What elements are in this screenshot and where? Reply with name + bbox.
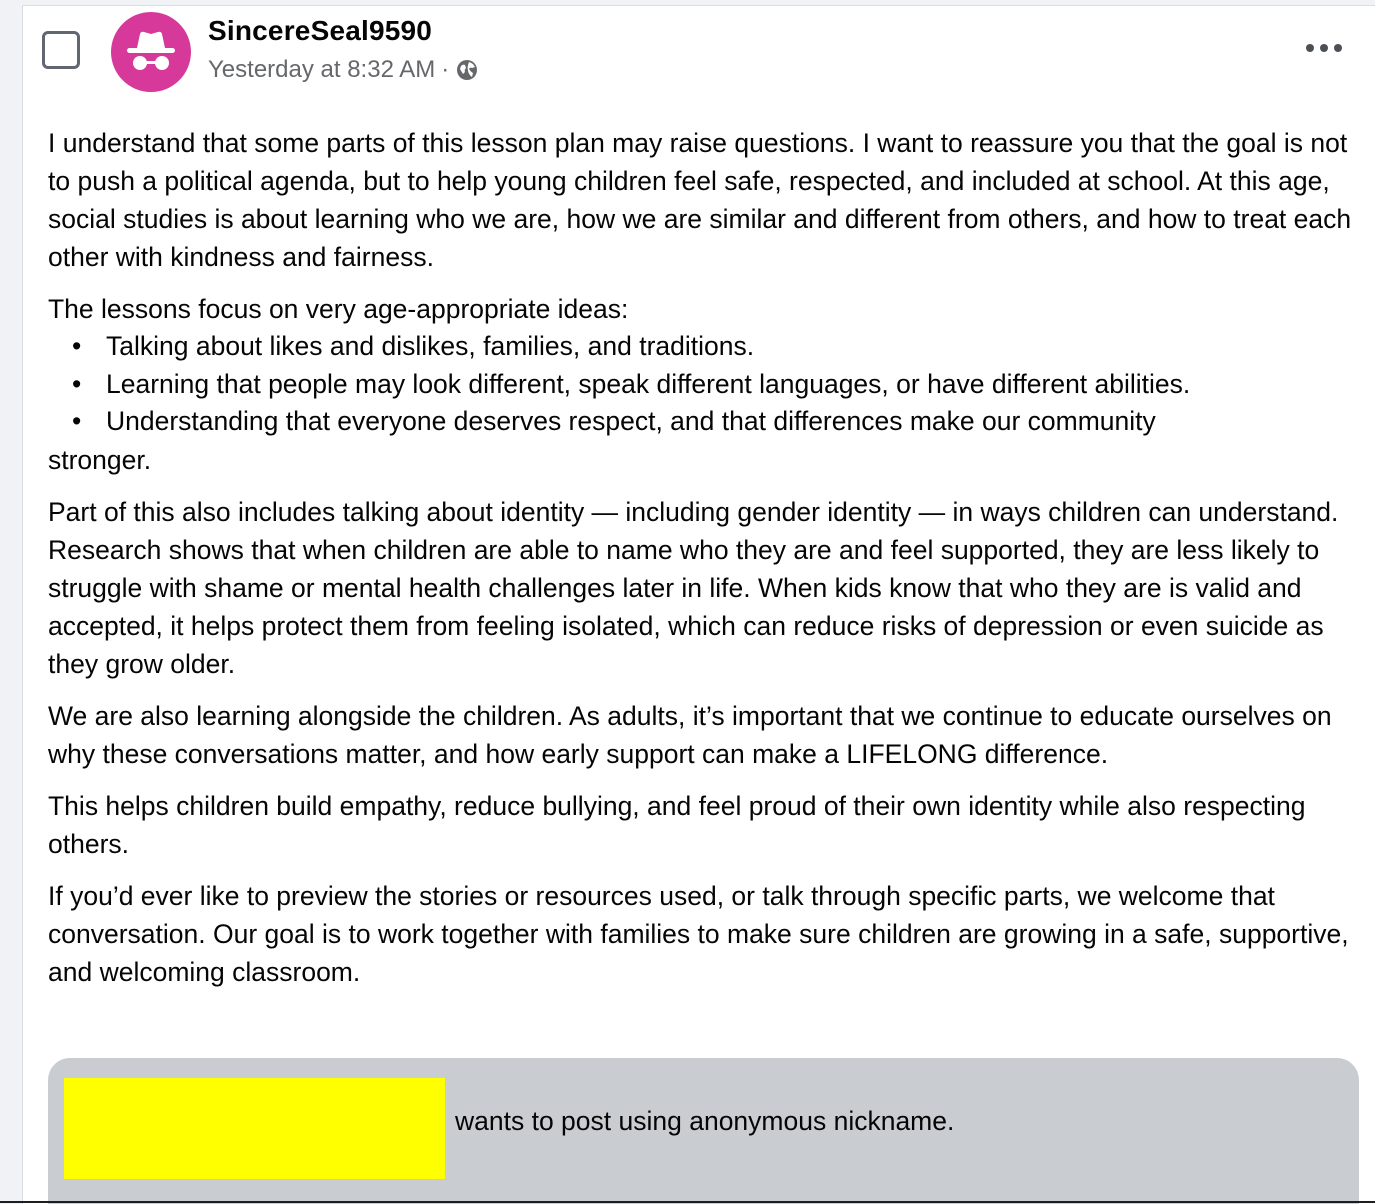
post-author-name[interactable]: SincereSeal9590 [208, 15, 433, 46]
anonymous-post-notice [48, 1058, 1359, 1204]
list-item-text: Learning that people may look different, speak different languages, or have different abilities. [106, 368, 1191, 399]
post-meta [208, 56, 479, 84]
list-item-text: Understanding that everyone deserves respect, and that differences make our community [106, 406, 1156, 436]
more-dot [1334, 44, 1342, 52]
paragraph-identity: Part of this also includes talking about identity — including gender identity — in ways children can understand. Research shows that when children are able to name who they are and feel supported, they are less likely to struggle with shame or mental health challenges later in life. When kids know that who they are is valid and accepted, it helps protect them from feeling isolated, which can reduce risks of depression or even suicide as they grow older. [48, 496, 1339, 679]
paragraph-invitation: If you’d ever like to preview the stories or resources used, or talk through specific parts, we welcome that conversation. Our goal is to work together with families to make sure children are growing in a safe, supportive, and welcoming classroom. [48, 880, 1349, 987]
list-item-text: Talking about likes and dislikes, families, and traditions. [106, 331, 755, 361]
post-card [22, 5, 1375, 1204]
meta-separator: · [441, 56, 450, 83]
anonymous-incognito-icon [125, 30, 177, 74]
paragraph-intro: I understand that some parts of this lesson plan may raise questions. I want to reassure you that the goal is not to push a political agenda, but to help young children feel safe, respected, and included at school. At this age, social studies is about learning who we are, how we are similar and different from others, and how to treat each other with kindness and fairness. [48, 128, 1352, 272]
bullet-point: • [72, 368, 82, 399]
more-dot [1320, 44, 1328, 52]
notice-text: wants to post using anonymous nickname. [455, 1106, 955, 1136]
list-item [48, 403, 1358, 441]
list-item [48, 366, 1358, 404]
more-options-icon[interactable] [1306, 36, 1342, 60]
avatar[interactable] [111, 12, 191, 92]
paragraph-lessons-lead: The lessons focus on very age-appropriate ideas: [48, 294, 629, 324]
bullet-point: • [72, 406, 82, 436]
page-background-strip [0, 0, 22, 1203]
paragraph-learning: We are also learning alongside the children. As adults, it’s important that we continue to educate ourselves on why these conversations matter, and how early support can make a LIFELONG difference. [48, 700, 1332, 769]
globe-icon[interactable] [455, 58, 479, 82]
bullet-point: • [72, 331, 82, 361]
list-item [48, 328, 1358, 366]
post-timestamp[interactable]: Yesterday at 8:32 AM [208, 56, 436, 83]
paragraph-empathy: This helps children build empathy, reduce bullying, and feel proud of their own identity while also respecting others. [48, 790, 1306, 859]
list-item-continuation: stronger. [48, 444, 152, 475]
select-post-checkbox[interactable] [42, 31, 80, 69]
post-body [48, 124, 1358, 1005]
redacted-name-box [64, 1078, 445, 1179]
lesson-ideas-list [48, 328, 1358, 441]
more-dot [1306, 44, 1314, 52]
